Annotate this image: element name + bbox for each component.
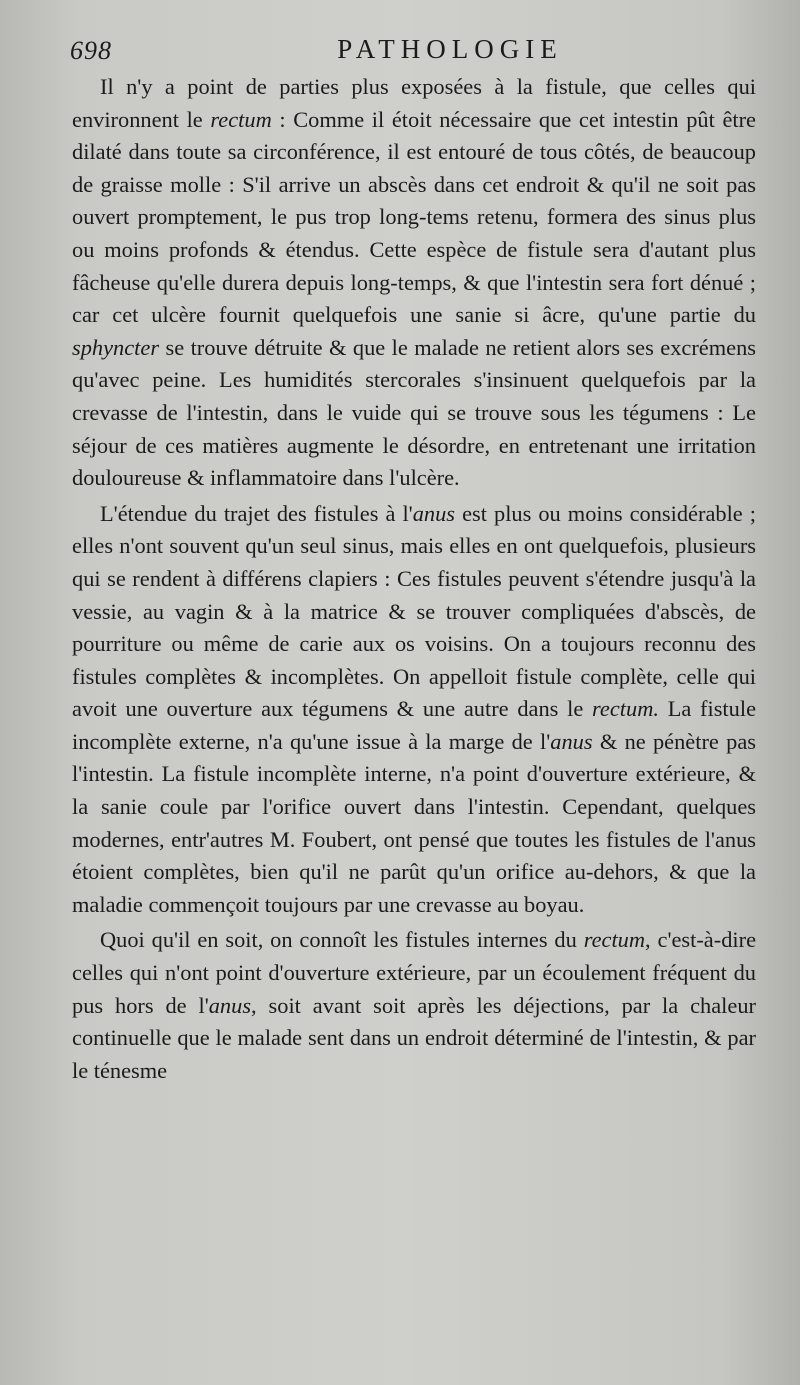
italic-term: anus [208, 992, 252, 1018]
text-run: & ne pénètre pas l'intestin. La fistule incomplète interne, n'a point d'ouverture extérieure, & la sanie coule par l'orifice ouvert dans l'intestin. Cependant, quelques modernes, entr'autres M. Foubert, ont pensé que toutes les fistules de l'anus étoient complètes, bien qu'il ne parût qu'un orifice au-dehors, & que la maladie commençoit toujours par une crevasse au boyau. [72, 728, 756, 917]
italic-term: rectum [583, 927, 646, 953]
italic-term: anus [550, 728, 593, 754]
paragraph [72, 924, 756, 1087]
text-run: L'étendue du trajet des fistules à l' [100, 500, 413, 526]
text-run: Quoi qu'il en soit, on connoît les fistules internes du [100, 927, 584, 953]
page-number: 698 [70, 36, 112, 65]
text-run: est plus ou moins considérable ; elles n'ont souvent qu'un seul sinus, mais elles en ont quelquefois, plusieurs qui se rendent à différens clapiers : Ces fistules peuvent s'étendre jusqu'à la vessie, au vagin & à la matrice & se trouver compliquées d'abscès, de pourriture ou même de carie aux os voisins. On a toujours reconnu des fistules complètes & incomplètes. On appelloit fistule complète, celle qui avoit une ouverture aux tégumens & une autre dans le [72, 500, 756, 722]
running-title: PATHOLOGIE [337, 34, 563, 64]
italic-term: rectum. [592, 696, 659, 722]
italic-term: sphyncter [72, 334, 160, 360]
page-header [70, 30, 770, 70]
italic-term: anus [412, 500, 456, 526]
text-run: , soit avant soit après les déjections, par la chaleur continuelle que le malade sent dans un endroit déterminé de l'intestin, & par le ténesme [72, 992, 756, 1083]
text-run: : Comme il étoit nécessaire que cet intestin pût être dilaté dans toute sa circonférence, il est entouré de tous côtés, de beaucoup de graisse molle : S'il arrive un abscès dans cet endroit & qu'il ne soit pas ouvert promptement, le pus trop long-tems retenu, formera des sinus plus ou moins profonds & étendus. Cette espèce de fistule sera d'autant plus fâcheuse qu'elle durera depuis long-temps, & que l'intestin sera fort dénué ; car cet ulcère fournit quelquefois une sanie si âcre, qu'une partie du [72, 106, 756, 328]
paragraph [72, 498, 756, 922]
text-run: Il n'y a point de parties plus exposées à la fistule, que celles qui environnent le [72, 74, 756, 132]
italic-term: rectum [210, 106, 272, 132]
text-run: , c'est-à-dire celles qui n'ont point d'ouverture extérieure, par un écoulement fréquent du pus hors de l' [72, 927, 757, 1018]
text-run: La fistule incomplète externe, n'a qu'une issue à la marge de l' [72, 696, 757, 754]
body-text [72, 71, 756, 1087]
text-run: se trouve détruite & que le malade ne retient alors ses excrémens qu'avec peine. Les humidités stercorales s'insinuent quelquefois par la crevasse de l'intestin, dans le vuide qui se trouve sous les tégumens : Le séjour de ces matières augmente le désordre, en entretenant une irritation douloureuse & inflammatoire dans l'ulcère. [72, 334, 756, 491]
paragraph [72, 71, 756, 495]
